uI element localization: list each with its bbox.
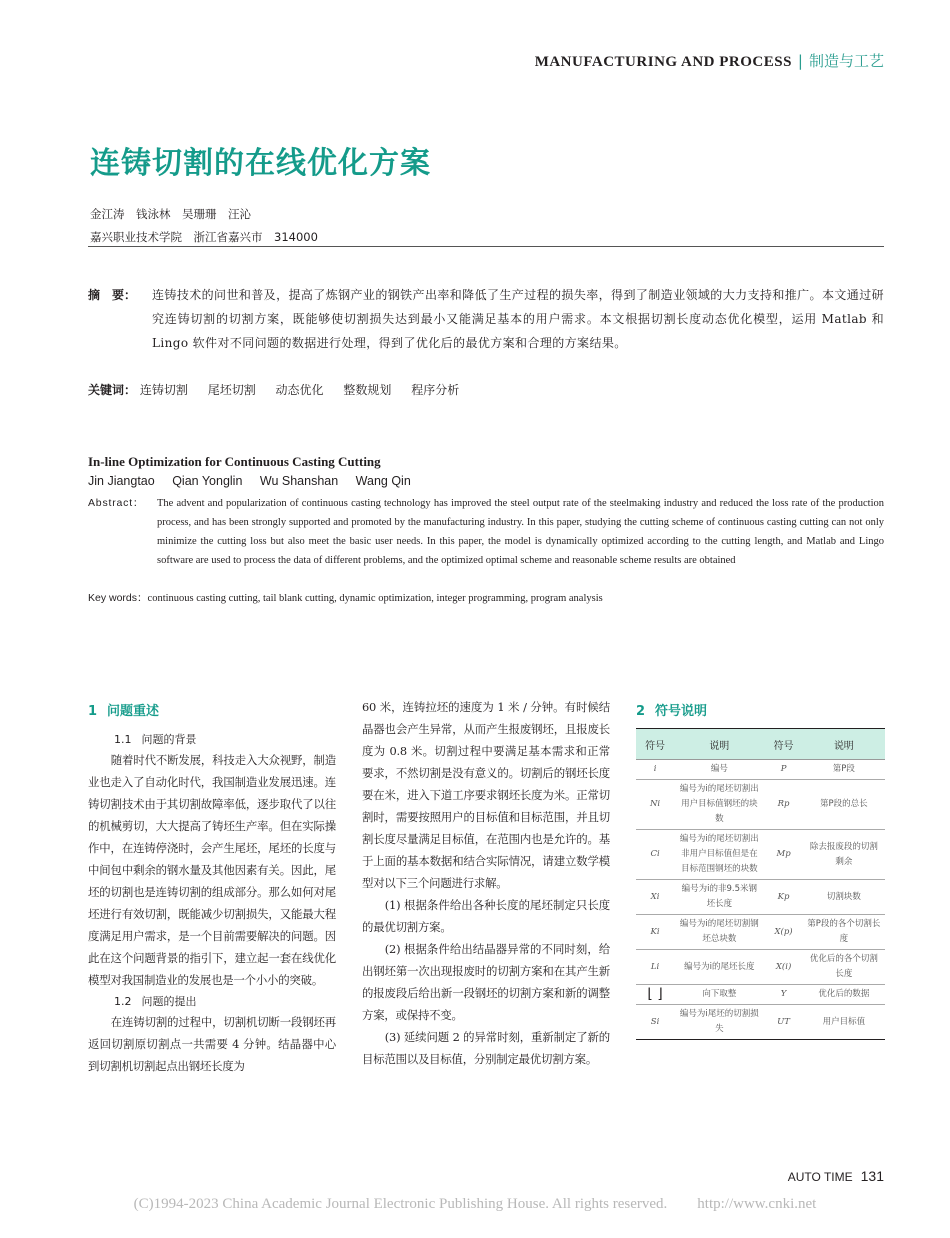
column-2 [362, 696, 610, 1070]
table-cell: 切割块数 [803, 880, 885, 915]
keywords-cn [88, 381, 475, 398]
table-cell: 编号为i的尾坯切割出非用户目标值但是在目标范围钢坯的块数 [674, 830, 764, 880]
table-row [636, 915, 885, 950]
question-1: (1) 根据条件给出各种长度的尾坯制定只长度的最优切割方案。 [362, 898, 610, 934]
title-en: In-line Optimization for Continuous Casting Cutting [88, 454, 381, 469]
footer-journal: AUTO TIME [787, 1170, 853, 1184]
paragraph: 随着时代不断发展，科技走入大众视野，制造业也走入了自动化时代，我国制造业发展迅速。连铸切割技术由于其切割故障率低，逐步取代了以往的机械剪切，大大提高了铸坯生产率。但在实际操作中，在连铸停浇时，会产生尾坯，尾坯的长度与中间包中剩余的钢水量及其他因素有关。因此，尾坯的切割也是连铸切割的组成部分。那么如何对尾坯进行有效切割，既能减少切割损失，又能最大程度满足用户需求，是一个目前需要解决的问题。因此在这个问题背景的指引下，建立起一套在线优化模型对我国制造业的发展也是一个小小的突破。 [88, 753, 336, 987]
subsection-number: 1.1 [114, 733, 132, 746]
table-cell: 编号为i尾坯的切割损失 [674, 1005, 764, 1040]
table-cell: 编号为i的尾坯长度 [674, 950, 764, 985]
table-cell: 编号为i的尾坯切割出用户目标值钢坯的块数 [674, 780, 764, 830]
keywords-cn-label: 关键词： [88, 383, 137, 397]
abstract-cn-label: 摘 要： [88, 288, 137, 302]
column-header: 符号 [636, 729, 674, 760]
table-cell: Li [636, 950, 674, 985]
table-cell: i [636, 760, 674, 780]
keyword: 程序分析 [411, 383, 460, 397]
table-row [636, 780, 885, 830]
table-cell: Y [765, 985, 803, 1005]
abstract-en-text: The advent and popularization of continuous casting technology has improved the steel output rate of the steelmaking industry and reduced the loss rate of the production process, and has been strongly supported and promoted by the manufacturing industry. In this paper, studying the cutting scheme of continuous casting cutting can not only minimize the cutting loss but also meet the basic user needs. In this paper, the model is dynamically optimized according to the cutting length, and Matlab and Lingo software are used to process the data of different problems, and the optimized optimal scheme and reasonable scheme results are obtained [157, 498, 884, 566]
table-cell: 除去报废段的切割剩余 [803, 830, 885, 880]
subsection-1-1-heading [88, 731, 336, 747]
column-header: 说明 [674, 729, 764, 760]
page-number: 131 [860, 1168, 884, 1184]
section-title: 符号说明 [655, 704, 708, 719]
column-header: 说明 [803, 729, 885, 760]
table-cell: 向下取整 [674, 985, 764, 1005]
table-cell: Xi [636, 880, 674, 915]
table-header-row [636, 729, 885, 760]
table-cell: P [765, 760, 803, 780]
authors-en [88, 474, 425, 488]
keyword: 动态优化 [275, 383, 324, 397]
table-cell: Mp [765, 830, 803, 880]
author-en: Wu Shanshan [259, 474, 339, 488]
section-number: 2 [636, 704, 646, 719]
table-cell: Rp [765, 780, 803, 830]
table-cell: UT [765, 1005, 803, 1040]
abstract-cn-text: 连铸技术的问世和普及，提高了炼钢产业的钢铁产出率和降低了生产过程的损失率，得到了制造业领域的大力支持和推广。本文通过研究连铸切割的切割方案，既能够使切割损失达到最小又能满足基本的用户需求。本文根据切割长度动态优化模型，运用 Matlab 和 Lingo 软件对不同问题的数据进行处理，得到了优化后的最优方案和合理的方案结果。 [152, 288, 884, 350]
column-header: 符号 [765, 729, 803, 760]
author-en: Qian Yonglin [172, 474, 243, 488]
table-row [636, 830, 885, 880]
copyright-watermark: (C)1994-2023 China Academic Journal Electronic Publishing House. All rights reserved. http://www.cnki.net [133, 1196, 817, 1212]
section-title: 问题重述 [107, 704, 160, 719]
question-2: (2) 根据条件给出结晶器异常的不同时刻，给出钢坯第一次出现报废时的切割方案和在其产生新的报废段后给出新一段钢坯的切割方案和新的调整方案，或保持不变。 [362, 942, 610, 1022]
table-cell: X(i) [765, 950, 803, 985]
table-cell: 编号为i的尾坯切割钢坯总块数 [674, 915, 764, 950]
page-folio [788, 1168, 884, 1184]
article-title: 连铸切割的在线优化方案 [90, 146, 431, 181]
journal-name-en: MANUFACTURING AND PROCESS [534, 54, 792, 70]
keyword: 连铸切割 [139, 383, 188, 397]
table-row [636, 950, 885, 985]
keywords-en-label: Key words： [88, 592, 148, 604]
keyword: 尾坯切割 [207, 383, 256, 397]
table-cell: Ci [636, 830, 674, 880]
journal-name-cn: 制造与工艺 [808, 52, 884, 70]
section-2-heading [636, 700, 707, 719]
table-cell: 编号 [674, 760, 764, 780]
paragraph: 在连铸切割的过程中，切割机切断一段钢坯再返回切割原切割点一共需要 4 分钟。结晶器中心到切割机切割起点出钢坯长度为 [88, 1015, 336, 1073]
authors-cn: 金江涛 钱泳林 吴珊珊 汪沁 [90, 207, 251, 221]
subsection-title: 问题的背景 [141, 733, 197, 746]
table-row [636, 985, 885, 1005]
abstract-en-label: Abstract： [88, 497, 145, 509]
keywords-en-text: continuous casting cutting, tail blank cutting, dynamic optimization, integer programming, program analysis [147, 593, 603, 604]
table-cell: Ki [636, 915, 674, 950]
running-header [535, 50, 884, 71]
table-cell: 编号为i的非9.5米钢坯长度 [674, 880, 764, 915]
question-3: (3) 延续问题 2 的异常时刻，重新制定了新的目标范围以及目标值，分别制定最优切割方案。 [362, 1030, 610, 1066]
table-cell: 用户目标值 [803, 1005, 885, 1040]
subsection-title: 问题的提出 [141, 995, 197, 1008]
table-cell: 第P段 [803, 760, 885, 780]
header-separator: | [797, 52, 803, 70]
table-row [636, 760, 885, 780]
table-cell: ⌊ ⌋ [636, 985, 674, 1005]
table-cell: Ni [636, 780, 674, 830]
subsection-1-2-heading [88, 993, 336, 1009]
section-number: 1 [88, 704, 98, 719]
author-en: Wang Qin [355, 474, 411, 488]
table-cell: 第P段的各个切割长度 [803, 915, 885, 950]
table-cell: X(p) [765, 915, 803, 950]
table-cell: Kp [765, 880, 803, 915]
table-row [636, 1005, 885, 1040]
section-1-heading [88, 700, 336, 719]
affiliation: 嘉兴职业技术学院 浙江省嘉兴市 314000 [90, 230, 318, 244]
paragraph: 60 米，连铸拉坯的速度为 1 米 / 分钟。有时候结晶器也会产生异常，从而产生报废钢坯，且报废长度为 0.8 米。切割过程中要满足基本需求和正常要求，不然切割是没有意义的。切割后的钢坯长度要在米，进入下道工序要求钢坯长度为米。正常切割时，需要按照用户的目标值和目标范围，并且切割长度尽量满足目标值，在范围内也是允许的。基于上面的基本数据和结合实际情况，请建立数学模型对以下三个问题进行求解。 [362, 700, 610, 890]
table-cell: 优化后的数据 [803, 985, 885, 1005]
author-en: Jin Jiangtao [88, 474, 155, 488]
title-divider [88, 246, 884, 247]
abstract-en [88, 494, 884, 570]
table-cell: 优化后的各个切割长度 [803, 950, 885, 985]
abstract-cn [88, 283, 884, 355]
table-cell: 第P段的总长 [803, 780, 885, 830]
table-row [636, 880, 885, 915]
symbol-table [636, 728, 885, 1040]
keyword: 整数规划 [343, 383, 392, 397]
keywords-en [88, 590, 603, 605]
column-1 [88, 700, 336, 1077]
subsection-number: 1.2 [114, 995, 132, 1008]
table-cell: Si [636, 1005, 674, 1040]
